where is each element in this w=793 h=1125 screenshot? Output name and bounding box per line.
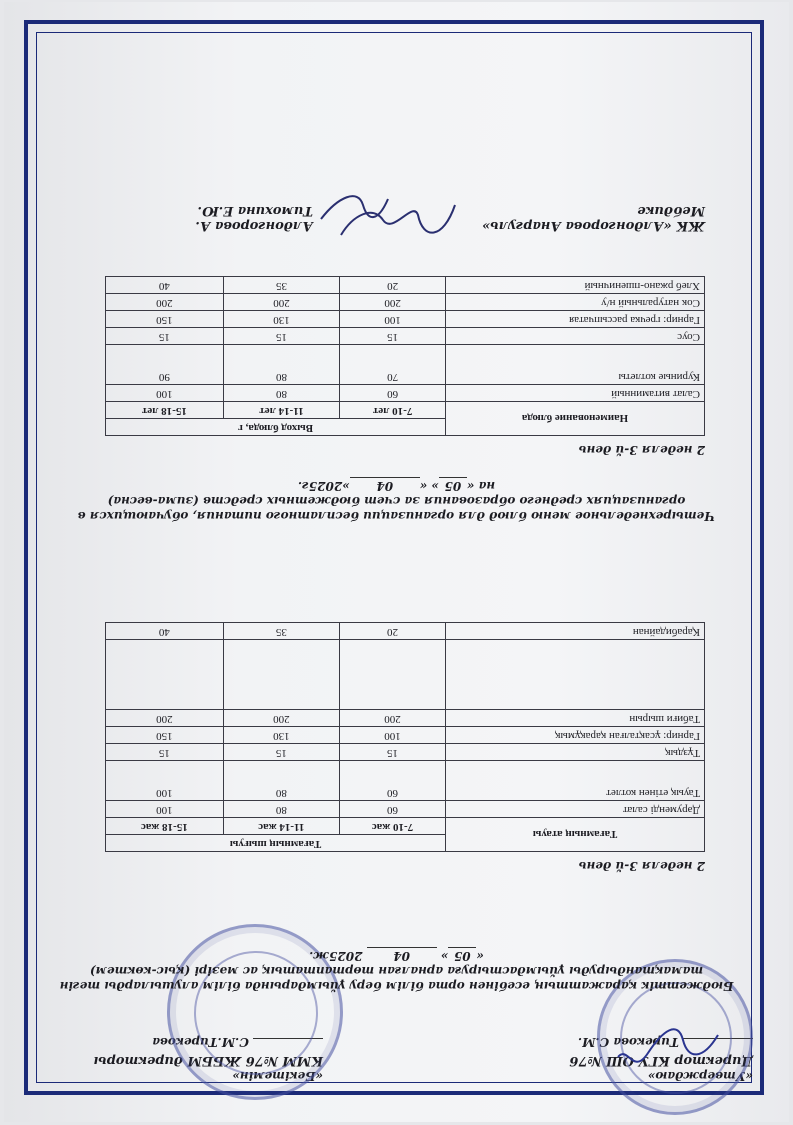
kz-row-v1: 15 xyxy=(339,744,445,761)
signature-person1: Алдонгорова А. xyxy=(195,218,313,233)
kz-row-name: Дәрумендi салат xyxy=(446,801,705,818)
signature-block-org xyxy=(482,203,705,233)
ru-row-v3: 40 xyxy=(106,277,224,294)
kz-title-line1: Бюджеттік қаражаттың есебінен орта білім беру ұйымдарында білім алушыларды тегін xyxy=(59,979,734,993)
ru-header-age2: 11-14 лет xyxy=(223,402,339,419)
ru-row-v3: 150 xyxy=(106,311,224,328)
ru-row-v2: 80 xyxy=(223,345,339,385)
ru-row-name: Сок натуральный н/у xyxy=(446,294,705,311)
kz-row-name: Тауық етінен котлет xyxy=(446,761,705,801)
table-row xyxy=(106,294,705,311)
ru-row-v1: 70 xyxy=(340,345,446,385)
kz-menu-section xyxy=(105,622,705,873)
ru-date-prefix: на « xyxy=(466,479,496,493)
table-row xyxy=(106,710,705,727)
kz-date-mid: » xyxy=(440,949,449,963)
ru-row-v3: 15 xyxy=(106,328,224,345)
ru-row-v1: 100 xyxy=(340,311,446,328)
kz-title-line2: тамақтандыруды ұйымдастыруға арналған төртаптатық ас мәзірі (қыс-көктем) xyxy=(89,964,704,978)
ru-row-v1: 15 xyxy=(340,328,446,345)
ru-header-age3: 15-18 лет xyxy=(106,402,224,419)
table-row xyxy=(106,801,705,818)
signature-org2: Мебдике xyxy=(637,203,705,218)
approval-left-title: «Утверждаю» xyxy=(647,1069,753,1083)
ru-header-name: Наименование блюда xyxy=(446,402,705,436)
kz-table-caption: 2 неделя 3-й день xyxy=(578,859,705,873)
table-row-blank xyxy=(106,640,705,710)
ru-row-v2: 130 xyxy=(223,311,339,328)
kz-row-name: Гарнир: ұсақталған қарақұмық xyxy=(446,727,705,744)
approval-right-name: С.М.Тирекова xyxy=(152,1035,249,1049)
ru-title-line2: организациях среднего образования за счет бюджетных средств (зима-весна) xyxy=(107,494,686,508)
kz-row-v2: 80 xyxy=(223,801,339,818)
director-signature xyxy=(613,1025,723,1065)
ru-row-name: Соус xyxy=(446,328,705,345)
ru-row-name: Салат витаминный xyxy=(446,385,705,402)
kz-header-age3: 15-18 жас xyxy=(106,818,224,835)
kz-date-suffix: 2025ж. xyxy=(309,949,363,963)
approval-right-org: КММ №76 ЖББМ директоры xyxy=(93,1053,323,1068)
ru-row-v2: 15 xyxy=(223,328,339,345)
kz-date-month: 04 xyxy=(367,947,437,963)
kz-title xyxy=(40,947,753,993)
table-row xyxy=(106,727,705,744)
kz-row-name: Табиғи шырын xyxy=(446,710,705,727)
kz-header-age2: 11-14 жас xyxy=(223,818,339,835)
table-row xyxy=(106,277,705,294)
kz-row-v2: 200 xyxy=(223,710,339,727)
ru-menu-table xyxy=(105,276,705,436)
ru-row-v2: 200 xyxy=(223,294,339,311)
ru-date-suffix: »2025г. xyxy=(297,479,350,493)
signature-block-persons xyxy=(195,203,313,233)
ru-title-line1: Четырехнедельное меню блюд для организации бесплатного питания, обучающихся в xyxy=(77,509,716,523)
ru-row-name: Куриные котлеты xyxy=(446,345,705,385)
ru-row-v2: 35 xyxy=(223,277,339,294)
ru-menu-section xyxy=(105,276,705,457)
table-row xyxy=(106,744,705,761)
table-row xyxy=(106,385,705,402)
ru-row-v3: 90 xyxy=(106,345,224,385)
ru-header-age1: 7-10 лет xyxy=(340,402,446,419)
kz-date-day: 05 xyxy=(448,947,476,963)
kz-row-v1: 60 xyxy=(339,761,445,801)
ru-row-v1: 200 xyxy=(340,294,446,311)
kz-date-prefix: « xyxy=(476,949,484,963)
ru-date-day: 05 xyxy=(439,477,467,493)
kz-row-v1: 200 xyxy=(339,710,445,727)
kz-row-v3: 150 xyxy=(106,727,224,744)
ru-row-v2: 80 xyxy=(223,385,339,402)
table-row xyxy=(106,328,705,345)
kz-row-v1: 100 xyxy=(339,727,445,744)
ru-title-date xyxy=(40,477,753,493)
handwritten-signature-2 xyxy=(313,191,393,227)
signature-person2: Тимохина Е.Ю. xyxy=(197,203,313,218)
ru-row-v1: 20 xyxy=(340,277,446,294)
approval-right-title: «Бекітемін» xyxy=(232,1069,323,1083)
ru-row-v1: 60 xyxy=(340,385,446,402)
kz-row-v1: 20 xyxy=(339,623,445,640)
kz-menu-table xyxy=(105,622,705,852)
kz-title-date xyxy=(40,947,753,963)
kz-row-v3: 200 xyxy=(106,710,224,727)
table-row xyxy=(106,311,705,328)
signature-org1: ЖК «Алдонгорова Анаргуль» xyxy=(482,218,705,233)
kz-row-v2: 35 xyxy=(223,623,339,640)
ru-table-caption: 2 неделя 3-й день xyxy=(578,443,705,457)
table-row xyxy=(106,761,705,801)
kz-row-v3: 40 xyxy=(106,623,224,640)
ru-date-mid: » « xyxy=(419,479,439,493)
kz-header-name: Тағамның атауы xyxy=(446,818,705,852)
table-row xyxy=(106,345,705,385)
kz-header-age1: 7-10 жас xyxy=(339,818,445,835)
kz-row-v3: 15 xyxy=(106,744,224,761)
ru-header-yield: Выход блюда, г xyxy=(106,419,446,436)
table-row xyxy=(106,623,705,640)
ru-date-month: 04 xyxy=(350,477,420,493)
kz-row-v2: 130 xyxy=(223,727,339,744)
kz-row-name: Қарабидайнан xyxy=(446,623,705,640)
approval-left-org: Директор КГУ ОШ №76 xyxy=(569,1053,753,1068)
ru-title xyxy=(40,477,753,523)
kz-row-v2: 15 xyxy=(223,744,339,761)
kz-row-v1: 60 xyxy=(339,801,445,818)
kz-header-yield: Тағамның шығуы xyxy=(106,835,446,852)
kz-row-v2: 80 xyxy=(223,761,339,801)
kz-row-v3: 100 xyxy=(106,801,224,818)
kz-row-name: Тұздық xyxy=(446,744,705,761)
ru-row-name: Гарнир: гречка рассыпчатая xyxy=(446,311,705,328)
ru-row-v3: 100 xyxy=(106,385,224,402)
ru-row-name: Хлеб ржано-пшеничный xyxy=(446,277,705,294)
approval-left-name: Тирекова С.М. xyxy=(577,1035,679,1049)
ru-row-v3: 200 xyxy=(106,294,224,311)
kz-row-v3: 100 xyxy=(106,761,224,801)
